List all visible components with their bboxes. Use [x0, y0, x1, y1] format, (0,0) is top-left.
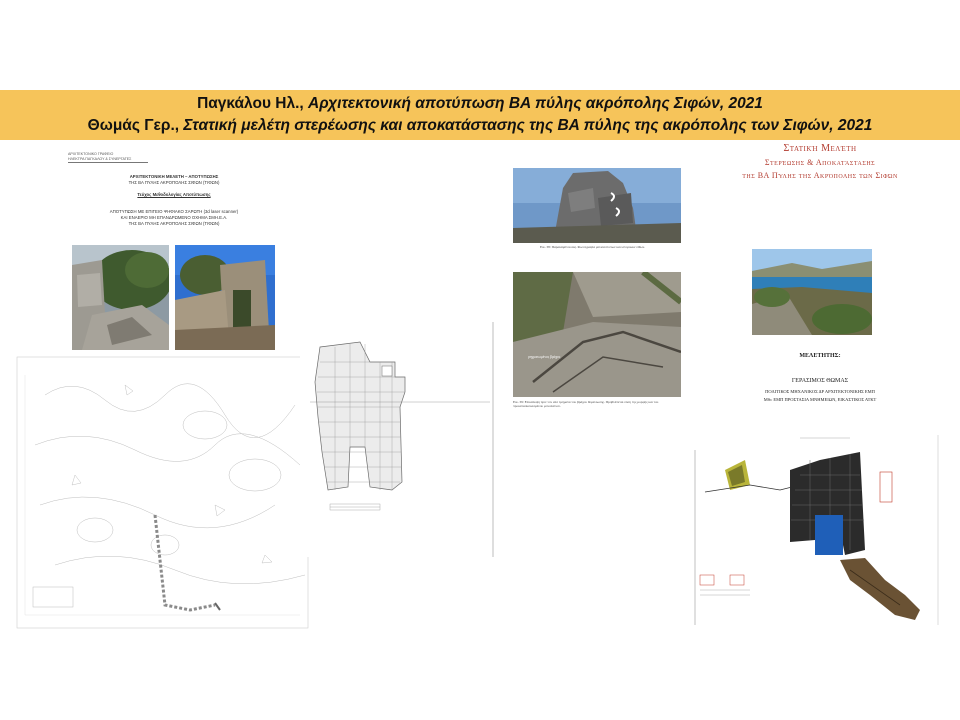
reference-1-author: Παγκάλου Ηλ.,: [197, 95, 304, 112]
report-body-1: ΑΠΟΤΥΠΩΣΗ ΜΕ ΕΠΙΓΕΙΟ ΨΗΦΙΑΚΟ ΣΑΡΩΤΗ (3d laser scanner): [109, 209, 239, 214]
header-rule: [68, 162, 148, 163]
report-body-2: ΚΑΙ ΕΝΑΕΡΙΟ ΜΗ ΕΠΑΝΔΡΩΜΕΝΟ ΟΧΗΜΑ ΣΜΗ.Ε.Α.: [120, 215, 228, 220]
bedrock-crack-photo: [513, 272, 681, 397]
reference-2-author: Θωμάς Γερ.,: [87, 117, 180, 134]
reference-2-title: Στατική μελέτη στερέωσης και αποκατάστασης της ΒΑ πύλης της ακρόπολης των Σιφών, 2021: [183, 117, 873, 134]
photo-caption-1: Εικ. 38: Παρακάμπτουσας. Φωτογραφία μελισσότοπων και ιστορικών λίθων.: [540, 245, 646, 249]
structural-section-drawing: [690, 430, 945, 630]
title-banner: [0, 90, 960, 140]
report-title-1: ΑΡΧΙΤΕΚΤΟΝΙΚΗ ΜΕΛΕΤΗ – ΑΠΟΤΥΠΩΣΗΣ: [129, 174, 219, 179]
author-line-2: MSc ΕΜΠ ΠΡΟΣΤΑΣΙΑ ΜΝΗΜΕΙΩΝ, ΕΙΚΑΣΤΙΚΟΣ ΑΤΚΤ: [763, 397, 877, 402]
site-plan-drawing: [15, 355, 310, 630]
author-name: ΓΕΡΑΣΙΜΟΣ ΘΩΜΑΣ: [791, 378, 849, 384]
study-title-2: Στερέωσης & Αποκατάστασης: [764, 158, 876, 167]
gate-photo-1: [175, 245, 275, 350]
study-title-1: Στατική Μελέτη: [783, 143, 857, 154]
ruin-photo-1: [72, 245, 169, 350]
reference-line-1: [0, 95, 960, 113]
gate-elevation-drawing: [300, 322, 500, 557]
author-heading: ΜΕΛΕΤΗΤΗΣ:: [799, 353, 841, 359]
report-subtitle: Τεύχος Μεθοδολογίας Αποτύπωσης: [137, 192, 211, 197]
report-body-3: ΤΗΣ ΒΑ ΠΥΛΗΣ ΑΚΡΟΠΟΛΗΣ ΣΙΦΩΝ (ΤΙΦΩΝ): [128, 221, 220, 226]
author-line-1: ΠΟΛΙΤΙΚΟΣ ΜΗΧΑΝΙΚΟΣ ΔΡ ΑΡΧΙΤΕΚΤΟΝΙΚΗΣ ΕΜΠ: [765, 389, 875, 394]
gate-detail-photo: [513, 168, 681, 243]
survey-report-cover: [60, 150, 288, 355]
office-line-2: ΗΛΕΚΤΡΑ ΠΑΓΚΑΛΟΥ & ΣΥΝΕΡΓΑΤΕΣ: [68, 157, 132, 161]
photo-label: ρηγματωμένος βράχος: [528, 355, 561, 359]
photo-caption-2: Εικ. 39: Επικάλυψη πριν τον από τμήματα του βράχου θεμελίωσης. Προβλέπεται λύση της μορφής και του προκατασκευασμένου μονοπατιού.: [513, 400, 659, 408]
acropolis-sea-photo: [752, 249, 872, 335]
report-title-2: ΤΗΣ ΒΑ ΠΥΛΗΣ ΑΚΡΟΠΟΛΗΣ ΣΙΦΩΝ (ΤΙΦΩΝ): [128, 180, 220, 185]
reference-line-2: [0, 117, 960, 135]
reference-1-title: Αρχιτεκτονική αποτύπωση ΒΑ πύλης ακρόπολης Σιφών, 2021: [308, 95, 763, 112]
office-line-1: ΑΡΧΙΤΕΚΤΟΝΙΚΟ ΓΡΑΦΕΙΟ: [68, 152, 114, 156]
study-title-3: της ΒΑ Πύλης της Ακρόπολης των Σιφών: [742, 171, 898, 180]
